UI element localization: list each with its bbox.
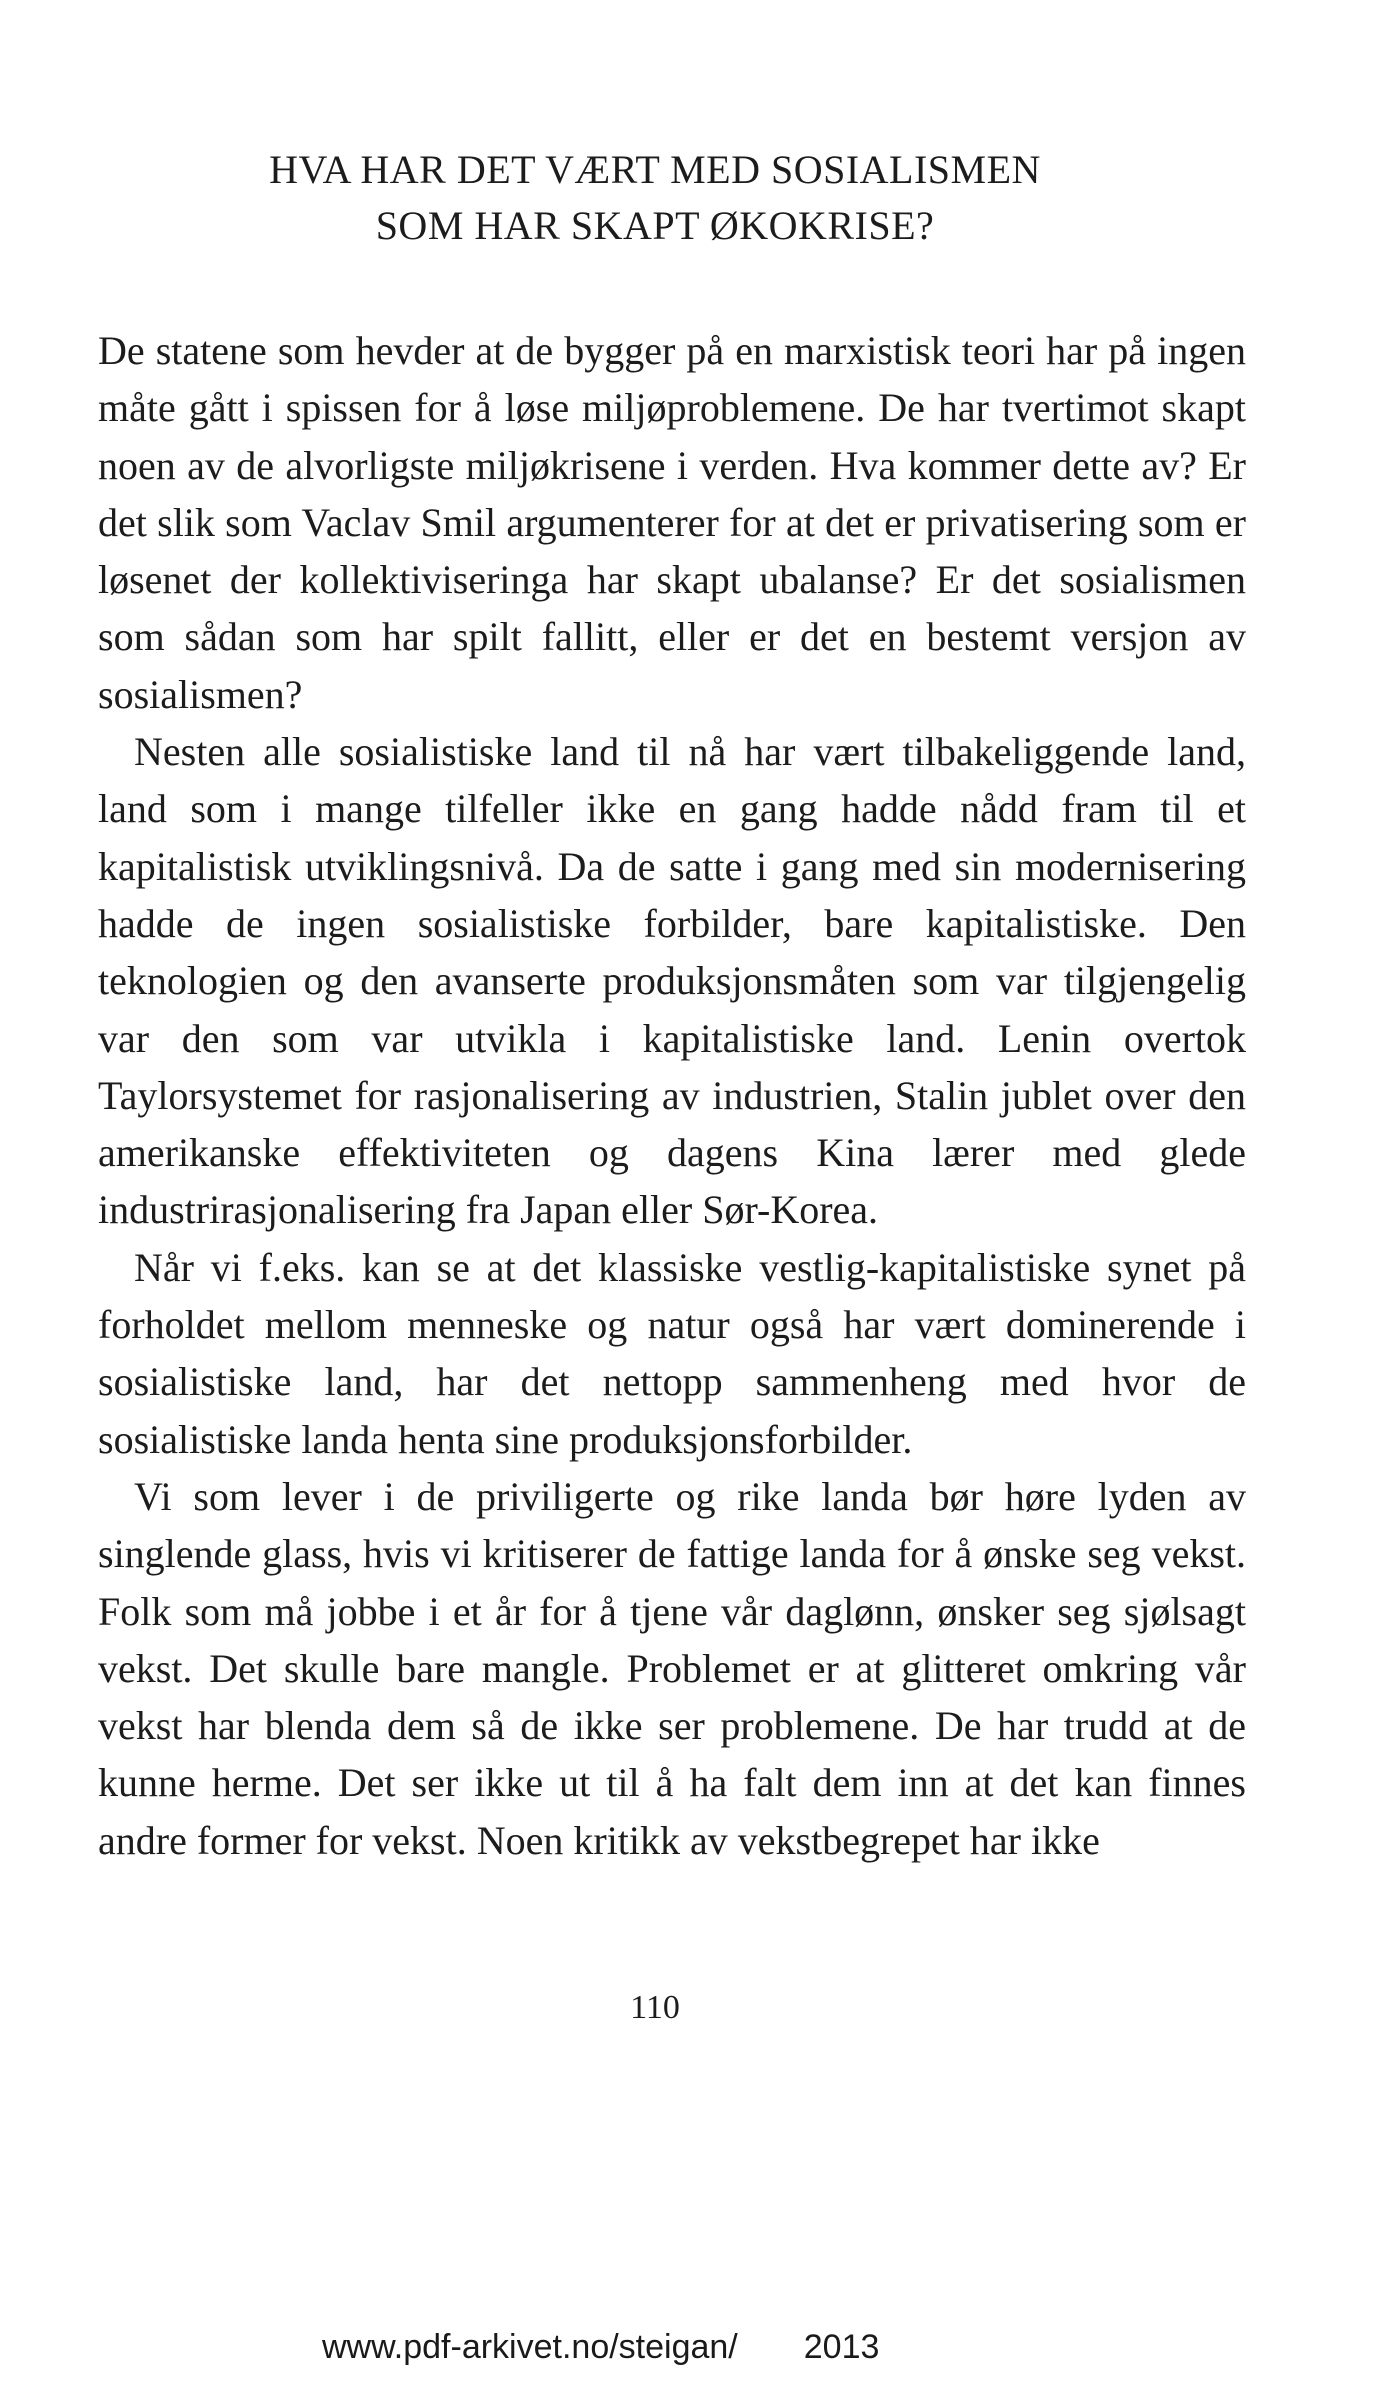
footer-year: 2013	[803, 2328, 880, 2366]
paragraph-4: Vi som lever i de priviligerte og rike landa bør høre lyden av singlende glass, hvis vi kritiserer de fattige landa for å ønske seg vekst. Folk som må jobbe i et år for å tjene vår daglønn, ønsker seg sjølsagt vekst. Det skulle bare mangle. Problemet er at glitteret omkring vår vekst har blenda dem så de ikke ser problemene. De har trudd at de kunne herme. Det ser ikke ut til å ha falt dem inn at det kan finnes andre former for vekst. Noen kritikk av vekstbegrepet har ikke	[98, 1473, 1246, 1863]
paragraph-2: Nesten alle sosialistiske land til nå har vært tilbakeliggende land, land som i mange tilfeller ikke en gang hadde nådd fram til et kapitalistisk utviklingsnivå. Da de satte i gang med sin modernisering hadde de ingen sosialistiske forbilder, bare kapitalistiske. Den teknologien og den avanserte produksjonsmåten som var tilgjengelig var den som var utvikla i kapitalistiske land. Lenin overtok Taylorsystemet for rasjonalisering av industrien, Stalin jublet over den amerikanske effektiviteten og dagens Kina lærer med glede industrirasjonalisering fra Japan eller Sør-Korea.	[98, 729, 1246, 1233]
footer-url: www.pdf-arkivet.no/steigan/	[322, 2328, 738, 2366]
chapter-title	[100, 142, 1210, 254]
footer-watermark	[322, 2327, 879, 2367]
paragraph-1: De statene som hevder at de bygger på en marxistisk teori har på ingen måte gått i spissen for å løse miljøproblemene. De har tvertimot skapt noen av de alvorligste miljøkrisene i verden. Hva kommer dette av? Er det slik som Vaclav Smil argumenterer for at det er privatisering som er løsenet der kollektiviseringa har skapt ubalanse? Er det sosialismen som sådan som har spilt fallitt, eller er det en bestemt versjon av sosialismen?	[98, 328, 1246, 717]
chapter-title-line-2: SOM HAR SKAPT ØKOKRISE?	[375, 203, 935, 248]
page-number: 110	[630, 1989, 680, 2026]
body-text	[98, 322, 1246, 1869]
chapter-title-line-1: HVA HAR DET VÆRT MED SOSIALISMEN	[269, 147, 1041, 192]
paragraph-3: Når vi f.eks. kan se at det klassiske vestlig-kapitalistiske synet på forholdet mellom menneske og natur også har vært dominerende i sosialistiske land, har det nettopp sammenheng med hvor de sosialistiske landa henta sine produksjonsforbilder.	[98, 1244, 1246, 1462]
